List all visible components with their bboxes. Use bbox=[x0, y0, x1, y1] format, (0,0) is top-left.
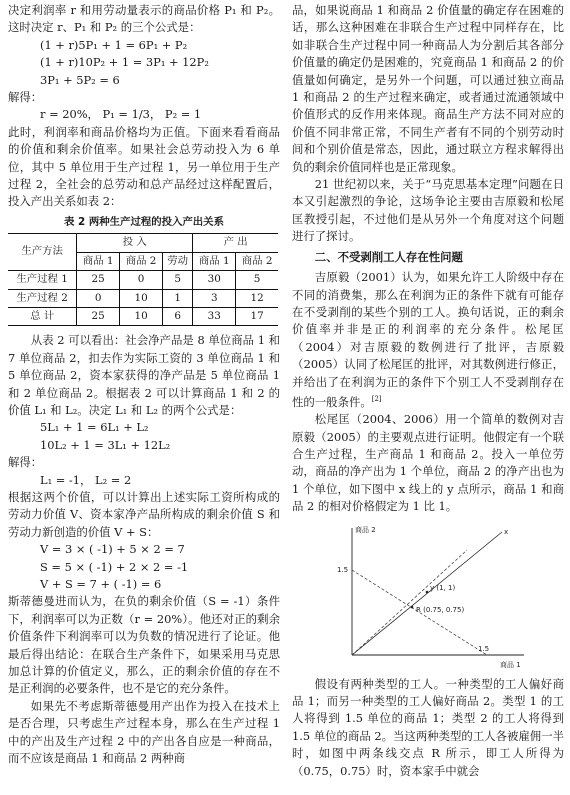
point-r-label: R (0.75, 0.75) bbox=[416, 605, 465, 614]
table-subheader: 商品 2 bbox=[120, 252, 163, 270]
table-cell: 10 bbox=[120, 307, 163, 325]
paragraph: 如果先不考虑斯蒂德曼用产出作为投入在技术上是否合理，只考虑生产过程本身，那么在生产过程 1 中的产出及生产过程 2 中的产出各自应是一种商品，而不应该是商品 1 和商品 2 两种商 bbox=[8, 698, 280, 766]
table-cell: 25 bbox=[77, 271, 120, 289]
table-cell: 25 bbox=[77, 307, 120, 325]
table-header-input: 投 入 bbox=[77, 234, 193, 252]
table-cell: 6 bbox=[163, 307, 193, 325]
line-label-x: x bbox=[504, 527, 509, 536]
table-subheader: 商品 1 bbox=[193, 252, 236, 270]
table-subheader: 商品 2 bbox=[236, 252, 278, 270]
paragraph: 假设有两种类型的工人。一种类型的工人偏好商品 1；而另一种类型的工人偏好商品 2。类型 1 的工人将得到 1.5 单位的商品 1；类型 2 的工人将得到 1.5 单位的商品 2。当这两种类型的工人各被雇佣一半时，如图中两条线交点 R 所示，即工人所得为（0.75，0.75）时，资本家手中就会 bbox=[292, 676, 564, 778]
table-row bbox=[8, 307, 278, 325]
y-axis-label: 商品 2 bbox=[355, 525, 376, 534]
solve-label: 解得： bbox=[8, 455, 43, 470]
point-y bbox=[426, 590, 429, 593]
table-cell: 10 bbox=[120, 289, 163, 307]
section-heading: 二、不受剥削工人存在性问题 bbox=[314, 249, 463, 264]
table-subheader: 商品 1 bbox=[77, 252, 120, 270]
paragraph: 从表 2 可以看出：社会净产品是 8 单位商品 1 和 7 单位商品 2，扣去作为实际工资的 3 单位商品 1 和 5 单位商品 2，资本家获得的净产品是 5 单位商品 1 和 2 单位商品 2。根据表 2 可以计算商品 1 和 2 的价值 L₁ 和 L₂。决定 L₁ 和 L₂ 的两个公式是： bbox=[8, 333, 280, 417]
row-label: 总 计 bbox=[30, 309, 55, 322]
paragraph bbox=[292, 269, 564, 411]
table-cell: 12 bbox=[236, 289, 278, 307]
table-row bbox=[8, 271, 278, 289]
equation: (1 + r)10P₂ + 1 = 3P₁ + 12P₂ bbox=[40, 55, 209, 70]
table-cell: 5 bbox=[236, 271, 278, 289]
paragraph: 松尾匡（2004、2006）用一个简单的数例对吉原毅（2005）的主要观点进行证明。他假定有一个联合生产过程，生产商品 1 和商品 2。投入一单位劳动，商品的净产出为 1 个单位，商品 2 的净产出也为 1 个单位，如下图中 x 线上的 y 点所示，商品 1 和商品 2 的相对价格假定为 1 比 1。 bbox=[292, 412, 564, 514]
table-cell: 3 bbox=[193, 289, 236, 307]
table-subheader: 劳动 bbox=[163, 252, 193, 270]
row-label: 生产过程 2 bbox=[16, 291, 68, 304]
equation-block bbox=[8, 106, 280, 123]
table-cell: 33 bbox=[193, 307, 236, 325]
equation: V = 3 × ( -1) + 5 × 2 = 7 bbox=[40, 542, 185, 557]
consumption-figure bbox=[332, 520, 532, 670]
ray-line-x bbox=[352, 532, 502, 655]
equation-block bbox=[8, 472, 280, 489]
equation-block bbox=[8, 541, 280, 593]
table-cell: 5 bbox=[163, 271, 193, 289]
table-cell: 17 bbox=[236, 307, 278, 325]
solution: L₁ = -1， L₂ = 2 bbox=[40, 472, 132, 487]
paragraph: 21 世纪初以来，关于“马克思基本定理”问题在日本又引起激烈的争论，这场争论主要由吉原毅和松尾匡教授引起，不过他们是从另外一个角度对这个问题进行了探讨。 bbox=[292, 177, 564, 244]
paragraph: 此时，利润率和商品价格均为正值。下面来看看商品的价值和剩余价值率。如果社会总劳动投入为 6 单位，其中 5 单位用于生产过程 1，另一单位用于生产过程 2，全社会的总劳动和总产品经过这样配置后，投入产出关系如表 2： bbox=[8, 124, 280, 209]
solution: r = 20%， P₁ = 1/3， P₂ = 1 bbox=[40, 107, 202, 122]
equation: 5L₁ + 1 = 6L₁ + L₂ bbox=[40, 420, 149, 435]
tick-x: 1.5 bbox=[478, 644, 490, 653]
paragraph: 斯蒂德曼进而认为，在负的剩余价值（S = -1）条件下，利润率可以为正数（r = 20%）。他还对正的剩余价值条件下利润率可以为负数的情况进行了论证。他最后得出结论：在联合生产条件下，如果采用马克思加总计算的价值定义，那么，正的剩余价值的存在不是正利润的必要条件，也不是它的充分条件。 bbox=[8, 594, 280, 696]
table-cell: 1 bbox=[163, 289, 193, 307]
table-header-output: 产 出 bbox=[193, 234, 278, 252]
point-y-label: y (1, 1) bbox=[430, 583, 456, 592]
right-column bbox=[292, 2, 564, 780]
point-r bbox=[411, 605, 414, 608]
tick-y: 1.5 bbox=[337, 565, 349, 574]
table-title: 表 2 两种生产过程的投入产出关系 bbox=[64, 215, 224, 228]
solve-label: 解得： bbox=[8, 90, 43, 105]
table-cell: 30 bbox=[193, 271, 236, 289]
paragraph: 品，如果说商品 1 和商品 2 价值量的确定存在困难的话，那么这种困难在非联合生产过程中同样存在，比如非联合生产过程中同一种商品人为分割后其各部分价值量的确定仍是困难的，究竟商品 1 和商品 2 的价值量如何确定，是另外一个问题，可以通过独立商品 1 和商品 2 的生产过程来确定，或者通过流通领域中价值形式的反作用来体现。商品生产方法不同对应的价值不同非常正常，不同生产者有不同的个别劳动时间和个别价值是常态，因此，通过联立方程求解得出负的剩余价值同样也是正常现象。 bbox=[292, 3, 564, 174]
left-column bbox=[8, 2, 280, 767]
paragraph-text: 吉原毅（2001）认为，如果允许工人阶级中存在不同的消费集，那么在利润为正的条件下就有可能存在不受剥削的某些个别的工人。换句话说，正的剩余价值率并非是正的利润率的充分条件。松尾匡（2004）对吉原毅的数例进行了批评，吉原毅（2005）认同了松尾匡的批评，对其数例进行修正，并给出了在利润为正的条件下个别工人不受剥削存在性的一般条件。 bbox=[292, 270, 564, 409]
equation-block bbox=[8, 37, 280, 89]
paragraph: 决定利润率 r 和用劳动量表示的商品价格 P₁ 和 P₂。这时决定 r、P₁ 和 P₂ 的三个公式是： bbox=[8, 3, 280, 35]
equation: (1 + r)5P₁ + 1 = 6P₁ + P₂ bbox=[40, 37, 188, 52]
equation: 10L₂ + 1 = 3L₁ + 12L₂ bbox=[40, 437, 171, 452]
equation-block bbox=[8, 419, 280, 454]
table-row bbox=[8, 289, 278, 307]
x-axis-label: 商品 1 bbox=[500, 660, 521, 669]
table-cell: 0 bbox=[77, 289, 120, 307]
table-header-method: 生产方法 bbox=[21, 245, 63, 258]
equation: V + S = 7 + ( -1) = 6 bbox=[40, 577, 162, 591]
equation: 3P₁ + 5P₂ = 6 bbox=[40, 72, 120, 87]
reference-mark: [2] bbox=[371, 394, 382, 403]
io-table bbox=[8, 233, 278, 326]
equation: S = 5 × ( -1) + 2 × 2 = -1 bbox=[40, 559, 189, 574]
row-label: 生产过程 1 bbox=[16, 273, 68, 286]
table-cell: 0 bbox=[120, 271, 163, 289]
paragraph: 根据这两个价值，可以计算出上述实际工资所构成的劳动力价值 V、资本家净产品所构成的剩余价值 S 和劳动力新创造的价值 V + S： bbox=[8, 489, 280, 539]
budget-line-2 bbox=[352, 550, 467, 655]
